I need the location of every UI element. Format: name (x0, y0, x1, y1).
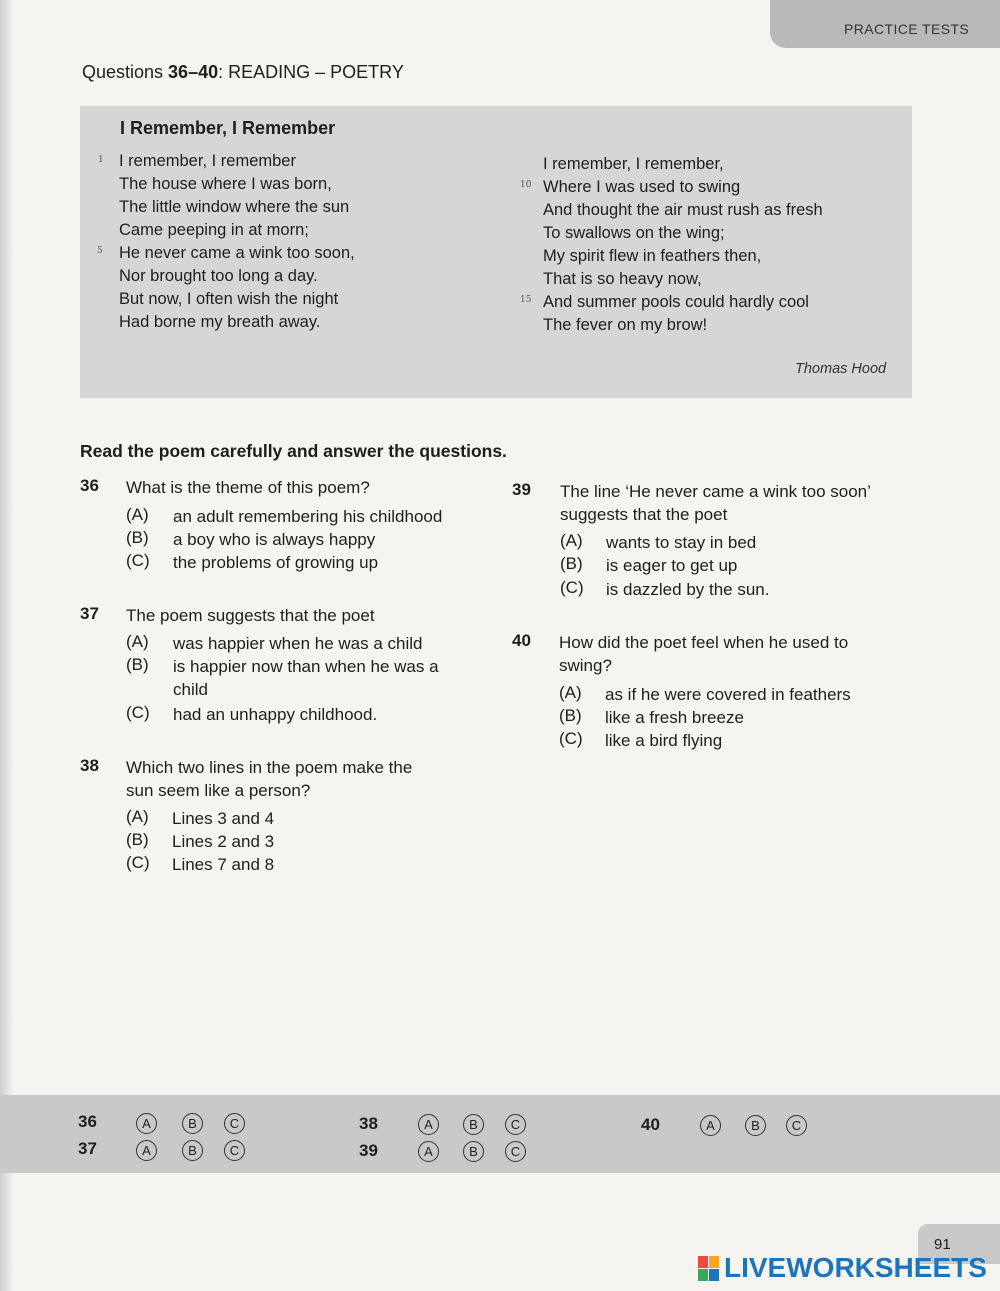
poem-line: That is so heavy now, (543, 270, 702, 288)
option-letter: (B) (559, 706, 582, 725)
question-number: 37 (80, 604, 99, 623)
option-letter: (C) (126, 703, 150, 722)
poem-line: Where I was used to swing (543, 178, 741, 196)
question-text: What is the theme of this poem? (126, 478, 370, 497)
poem-author: Thomas Hood (795, 361, 887, 377)
answer-number: 37 (78, 1139, 97, 1158)
option-letter: (A) (560, 531, 583, 550)
answer-bubble-38-c[interactable]: C (505, 1114, 526, 1135)
question-text: How did the poet feel when he used to (559, 633, 849, 652)
poem-title: I Remember, I Remember (120, 118, 336, 138)
answer-sheet (0, 1095, 1000, 1173)
poem-line: Nor brought too long a day. (119, 267, 318, 285)
question-number: 40 (512, 631, 531, 650)
poem-line: My spirit flew in feathers then, (543, 247, 762, 265)
line-number: 1 (98, 155, 104, 165)
option-text: Lines 2 and 3 (172, 832, 275, 851)
line-number: 10 (520, 180, 532, 190)
poem-line: The little window where the sun (119, 198, 350, 216)
option-letter: (C) (126, 551, 150, 570)
option-letter: (A) (126, 632, 149, 651)
option-letter: (C) (126, 853, 150, 872)
option-text: child (173, 680, 208, 699)
option-letter: (C) (559, 729, 583, 748)
poem-line: The house where I was born, (119, 175, 332, 193)
option-text: is happier now than when he was a (173, 657, 439, 676)
poem-line: I remember, I remember (119, 152, 296, 170)
question-text: sun seem like a person? (126, 781, 311, 800)
section-prefix: Questions (82, 62, 169, 82)
poem-line: I remember, I remember, (543, 155, 724, 173)
option-text: Lines 3 and 4 (172, 809, 275, 828)
poem-line: The fever on my brow! (543, 316, 708, 334)
option-letter: (B) (126, 528, 149, 547)
poem-line: And summer pools could hardly cool (543, 293, 809, 311)
question-text: suggests that the poet (560, 505, 728, 524)
question-text: The poem suggests that the poet (126, 606, 375, 625)
section-title (82, 62, 404, 83)
answer-bubble-37-a[interactable]: A (136, 1140, 157, 1161)
option-text: like a fresh breeze (605, 708, 744, 727)
poem-line: He never came a wink too soon, (119, 244, 355, 262)
question-number: 36 (80, 476, 99, 495)
instructions: Read the poem carefully and answer the questions. (80, 441, 507, 461)
answer-bubble-40-b[interactable]: B (745, 1115, 766, 1136)
liveworksheets-logo-icon (698, 1256, 720, 1282)
question-number: 38 (80, 756, 99, 775)
option-text: is dazzled by the sun. (606, 580, 770, 599)
answer-bubble-37-b[interactable]: B (182, 1140, 203, 1161)
poem-line: To swallows on the wing; (543, 224, 725, 242)
answer-bubble-39-c[interactable]: C (505, 1141, 526, 1162)
brand-name[interactable]: LIVEWORKSHEETS (724, 1252, 987, 1283)
option-text: Lines 7 and 8 (172, 855, 275, 874)
option-text: an adult remembering his childhood (173, 507, 443, 526)
option-letter: (A) (559, 683, 582, 702)
option-text: like a bird flying (605, 731, 723, 750)
option-text: was happier when he was a child (173, 634, 423, 653)
option-letter: (B) (126, 830, 149, 849)
answer-bubble-38-a[interactable]: A (418, 1114, 439, 1135)
answer-bubble-39-b[interactable]: B (463, 1141, 484, 1162)
page-number: 91 (934, 1236, 951, 1253)
section-suffix: : READING – POETRY (218, 62, 404, 82)
option-letter: (B) (126, 655, 149, 674)
answer-bubble-39-a[interactable]: A (418, 1141, 439, 1162)
option-text: wants to stay in bed (606, 533, 757, 552)
line-number: 5 (97, 246, 103, 256)
question-text: Which two lines in the poem make the (126, 758, 413, 777)
answer-bubble-40-a[interactable]: A (700, 1115, 721, 1136)
option-text: a boy who is always happy (173, 530, 376, 549)
answer-number: 38 (359, 1114, 378, 1133)
header-label: PRACTICE TESTS (844, 21, 970, 37)
option-letter: (A) (126, 505, 149, 524)
section-range: 36–40 (168, 62, 219, 82)
option-letter: (B) (560, 554, 583, 573)
option-text: is eager to get up (606, 556, 738, 575)
option-text: the problems of growing up (173, 553, 379, 572)
answer-bubble-38-b[interactable]: B (463, 1114, 484, 1135)
option-letter: (C) (560, 578, 584, 597)
answer-bubble-37-c[interactable]: C (224, 1140, 245, 1161)
option-text: as if he were covered in feathers (605, 685, 851, 704)
option-letter: (A) (126, 807, 149, 826)
line-number: 15 (520, 295, 532, 305)
question-text: swing? (559, 656, 612, 675)
poem-line: And thought the air must rush as fresh (543, 201, 823, 219)
answer-bubble-36-b[interactable]: B (182, 1113, 203, 1134)
poem-line: Came peeping in at morn; (119, 221, 309, 239)
answer-bubble-40-c[interactable]: C (786, 1115, 807, 1136)
answer-number: 39 (359, 1141, 378, 1160)
poem-line: Had borne my breath away. (119, 313, 321, 331)
answer-bubble-36-c[interactable]: C (224, 1113, 245, 1134)
header-tab (770, 0, 1000, 48)
answer-number: 40 (641, 1115, 660, 1134)
option-text: had an unhappy childhood. (173, 705, 378, 724)
question-number: 39 (512, 480, 531, 499)
poem-line: But now, I often wish the night (119, 290, 339, 308)
answer-bubble-36-a[interactable]: A (136, 1113, 157, 1134)
answer-number: 36 (78, 1112, 97, 1131)
question-text: The line ‘He never came a wink too soon’ (560, 482, 871, 501)
